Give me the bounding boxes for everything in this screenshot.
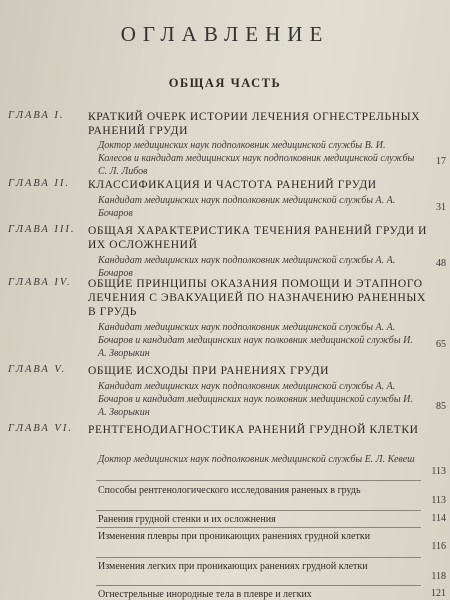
chapter-author: Кандидат медицинских наук подполковник медицинской службы А. А. Бочаров и кандидат медицинских наук полковник медицинской службы И. А. Зворыкин [98, 322, 413, 359]
page-number: 17 [436, 156, 446, 167]
page-number: 65 [436, 339, 446, 350]
page-title: ОГЛАВЛЕНИЕ [120, 22, 330, 46]
chapter-author: Доктор медицинских наук подполковник медицинской службы В. И. Колесов и кандидат медицинских наук подполковник медицинской службы С. Л. Либов [98, 140, 415, 177]
chapter-author: Кандидат медицинских наук подполковник медицинской службы А. А. Бочаров [98, 255, 396, 279]
chapter-label: ГЛАВА I. [8, 110, 65, 121]
divider [96, 480, 421, 481]
chapter-title: ОБЩИЕ ИСХОДЫ ПРИ РАНЕНИЯХ ГРУДИ [88, 365, 329, 377]
page-number: 118 [431, 571, 446, 582]
chapter-title: РЕНТГЕНОДИАГНОСТИКА РАНЕНИЙ ГРУДНОЙ КЛЕТКИ [88, 424, 419, 436]
chapter-label: ГЛАВА IV. [8, 277, 72, 288]
chapter-author: Кандидат медицинских наук подполковник медицинской службы А. А. Бочаров и кандидат медицинских наук полковник медицинской службы И. А. Зворыкин [98, 381, 413, 418]
chapter-title: КЛАССИФИКАЦИЯ И ЧАСТОТА РАНЕНИЙ ГРУДИ [88, 179, 377, 191]
chapter-author: Доктор медицинских наук подполковник медицинской службы Е. Л. Кевеш [98, 454, 415, 465]
page-number: 121 [431, 588, 446, 599]
page-number: 114 [431, 513, 446, 524]
divider [96, 585, 421, 586]
chapter-label: ГЛАВА V. [8, 364, 67, 375]
page-number: 48 [436, 258, 446, 269]
chapter-label: ГЛАВА III. [8, 224, 76, 235]
section-heading: ОБЩАЯ ЧАСТЬ [168, 76, 282, 90]
subsection-title: Изменения плевры при проникающих ранениях грудной клетки [98, 531, 371, 542]
divider [96, 557, 421, 558]
chapter-title: ОБЩИЕ ПРИНЦИПЫ ОКАЗАНИЯ ПОМОЩИ И ЭТАПНОГО ЛЕЧЕНИЯ С ЭВАКУАЦИЕЙ ПО НАЗНАЧЕНИЮ РАНЕННЫХ В ГРУДЬ [88, 278, 426, 318]
subsection-title: Способы рентгенологического исследования раненых в грудь [98, 485, 361, 496]
chapter-author: Кандидат медицинских наук подполковник медицинской службы А. А. Бочаров [98, 195, 396, 219]
page-number: 31 [436, 202, 446, 213]
page-number: 85 [436, 401, 446, 412]
chapter-label: ГЛАВА II. [8, 178, 71, 189]
divider [96, 510, 421, 511]
chapter-label: ГЛАВА VI. [8, 423, 73, 434]
page-number: 113 [431, 495, 446, 506]
subsection-title: Ранения грудной стенки и их осложнения [98, 514, 276, 525]
page-number: 113 [431, 466, 446, 477]
chapter-title: КРАТКИЙ ОЧЕРК ИСТОРИИ ЛЕЧЕНИЯ ОГНЕСТРЕЛЬНЫХ РАНЕНИЙ ГРУДИ [88, 111, 421, 137]
subsection-title: Изменения легких при проникающих ранениях грудной клетки [98, 561, 368, 572]
chapter-title: ОБЩАЯ ХАРАКТЕРИСТИКА ТЕЧЕНИЯ РАНЕНИЙ ГРУДИ И ИХ ОСЛОЖНЕНИЙ [88, 225, 427, 251]
divider [96, 527, 421, 528]
subsection-title: Огнестрельные инородные тела в плевре и легких [98, 589, 312, 600]
page-number: 116 [431, 541, 446, 552]
